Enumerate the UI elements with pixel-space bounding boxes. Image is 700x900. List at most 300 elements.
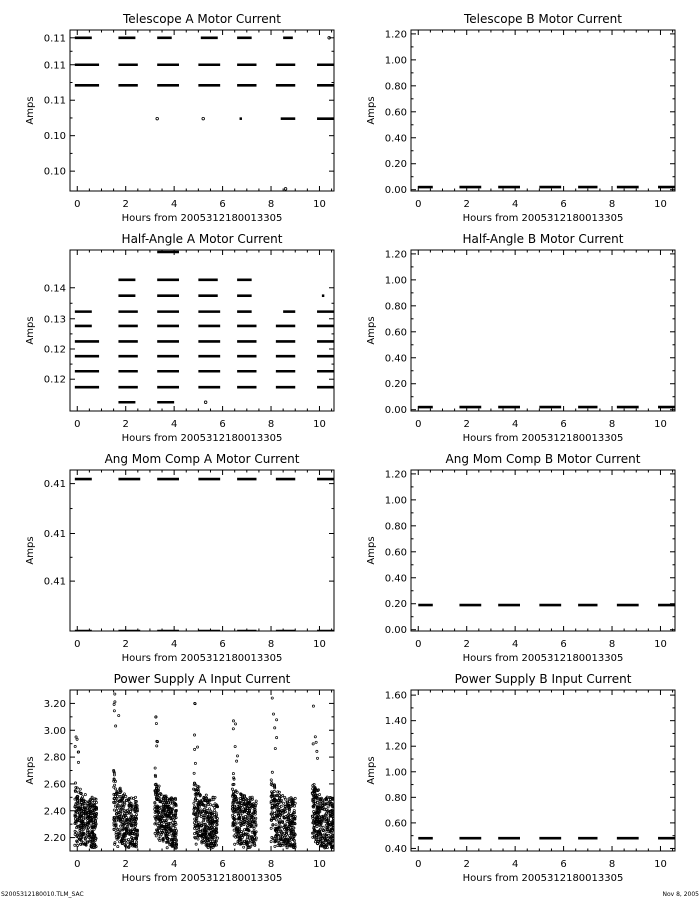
data-point xyxy=(194,702,196,704)
data-point xyxy=(288,811,290,813)
data-point xyxy=(196,832,198,834)
data-point xyxy=(94,820,96,822)
data-point xyxy=(253,827,255,829)
data-point xyxy=(82,818,84,820)
data-point xyxy=(158,785,160,787)
data-point xyxy=(231,788,233,790)
data-point xyxy=(132,830,134,832)
y-tick-label: 0.11 xyxy=(43,95,66,107)
data-point xyxy=(130,797,132,799)
x-tick-label: 2 xyxy=(122,199,129,210)
x-tick-label: 8 xyxy=(608,199,616,210)
y-tick-label: 0.60 xyxy=(384,327,407,339)
x-tick-label: 6 xyxy=(219,639,226,650)
y-tick-label: 0.13 xyxy=(43,314,66,326)
x-tick-label: 8 xyxy=(608,419,616,430)
data-point xyxy=(135,843,137,845)
chart-title: Telescope B Motor Current xyxy=(463,12,623,26)
data-point xyxy=(216,824,218,826)
x-tick-label: 6 xyxy=(560,859,567,870)
plot-frame xyxy=(70,470,334,631)
data-point xyxy=(88,804,90,806)
data-point xyxy=(172,821,174,823)
chart-panel-6 xyxy=(366,452,677,664)
data-point xyxy=(125,842,127,844)
data-point xyxy=(213,798,215,800)
data-point xyxy=(84,834,86,836)
data-point xyxy=(244,801,246,803)
data-point xyxy=(164,811,166,813)
data-point xyxy=(126,812,128,814)
data-point xyxy=(127,838,129,840)
data-point xyxy=(194,762,196,764)
x-tick-label: 0 xyxy=(415,199,422,210)
data-point xyxy=(272,838,274,840)
data-point xyxy=(312,705,314,707)
plot-frame xyxy=(411,30,675,191)
data-point xyxy=(74,844,76,846)
data-point xyxy=(317,837,319,839)
data-point xyxy=(115,788,117,790)
data-point xyxy=(195,821,197,823)
data-point xyxy=(208,826,210,828)
footer-date: Nov 8, 2005 xyxy=(662,891,699,898)
data-point xyxy=(278,842,280,844)
data-point xyxy=(166,847,168,849)
data-point xyxy=(274,845,276,847)
data-point xyxy=(156,815,158,817)
y-tick-label: 0.11 xyxy=(43,60,66,72)
data-point xyxy=(212,805,214,807)
y-tick-label: 2.20 xyxy=(43,833,66,845)
data-point xyxy=(200,824,202,826)
data-point xyxy=(315,741,317,743)
data-point xyxy=(313,804,315,806)
data-point xyxy=(114,843,116,845)
data-point xyxy=(75,786,77,788)
data-point xyxy=(279,819,281,821)
chart-title: Ang Mom Comp B Motor Current xyxy=(445,452,641,466)
data-point xyxy=(118,829,120,831)
x-tick-label: 2 xyxy=(122,419,129,430)
x-tick-label: 4 xyxy=(170,859,178,870)
y-tick-label: 1.20 xyxy=(384,29,407,41)
x-axis-label: Hours from 2005312180013305 xyxy=(462,653,624,664)
data-point xyxy=(172,830,174,832)
data-point xyxy=(232,728,234,730)
x-axis-label: Hours from 2005312180013305 xyxy=(121,873,283,884)
chart-title: Telescope A Motor Current xyxy=(123,12,281,26)
chart-panel-4 xyxy=(366,232,677,444)
chart-panel-8 xyxy=(366,672,677,884)
data-point xyxy=(206,813,208,815)
data-point xyxy=(114,693,116,695)
data-point xyxy=(134,815,136,817)
data-point xyxy=(212,846,214,848)
data-point xyxy=(162,827,164,829)
data-point xyxy=(314,736,316,738)
data-point xyxy=(213,809,215,811)
data-point xyxy=(113,797,115,799)
x-tick-label: 0 xyxy=(415,419,422,430)
y-tick-label: 1.20 xyxy=(384,469,407,481)
data-point xyxy=(196,800,198,802)
plot-frame xyxy=(411,690,675,851)
y-tick-label: 1.00 xyxy=(384,767,407,779)
data-point xyxy=(274,835,276,837)
data-point xyxy=(250,819,252,821)
data-point xyxy=(76,812,78,814)
data-point xyxy=(254,821,256,823)
data-point xyxy=(250,845,252,847)
data-point xyxy=(249,807,251,809)
x-tick-label: 6 xyxy=(560,199,567,210)
y-axis-label: Amps xyxy=(25,96,36,125)
data-point xyxy=(254,805,256,807)
data-point xyxy=(76,844,78,846)
data-point xyxy=(204,804,206,806)
data-point xyxy=(193,734,195,736)
y-tick-label: 0.60 xyxy=(384,547,407,559)
y-tick-label: 0.00 xyxy=(384,625,407,637)
data-point xyxy=(155,722,157,724)
data-point xyxy=(327,806,329,808)
data-point xyxy=(243,846,245,848)
data-point xyxy=(193,827,195,829)
y-axis-label: Amps xyxy=(25,316,36,345)
data-point xyxy=(201,822,203,824)
y-tick-label: 1.60 xyxy=(384,690,407,702)
y-tick-label: 0.41 xyxy=(43,479,66,491)
data-point xyxy=(255,800,257,802)
data-point xyxy=(290,805,292,807)
data-point xyxy=(154,816,156,818)
data-point xyxy=(282,844,284,846)
data-point xyxy=(118,714,120,716)
y-tick-label: 0.60 xyxy=(384,818,407,830)
data-point xyxy=(316,750,318,752)
data-point xyxy=(240,814,242,816)
data-point xyxy=(322,804,324,806)
x-tick-label: 4 xyxy=(170,199,178,210)
data-point xyxy=(270,819,272,821)
data-point xyxy=(166,798,168,800)
data-point xyxy=(214,803,216,805)
data-point xyxy=(274,727,276,729)
data-point xyxy=(315,834,317,836)
data-point xyxy=(312,784,314,786)
data-point xyxy=(251,831,253,833)
data-point xyxy=(113,703,115,705)
data-point xyxy=(74,818,76,820)
data-point xyxy=(234,843,236,845)
data-point xyxy=(270,841,272,843)
data-point xyxy=(86,831,88,833)
data-point xyxy=(82,814,84,816)
y-tick-label: 0.40 xyxy=(384,133,407,145)
x-tick-label: 6 xyxy=(219,199,226,210)
y-tick-label: 1.40 xyxy=(384,716,407,728)
data-point xyxy=(76,738,78,740)
data-point xyxy=(119,795,121,797)
data-points xyxy=(75,479,334,631)
data-point xyxy=(74,830,76,832)
y-tick-label: 2.40 xyxy=(43,806,66,818)
data-point xyxy=(240,832,242,834)
x-tick-label: 0 xyxy=(74,199,81,210)
x-tick-label: 6 xyxy=(560,639,567,650)
data-point xyxy=(125,799,127,801)
y-tick-label: 0.12 xyxy=(43,374,66,386)
data-point xyxy=(95,837,97,839)
data-point xyxy=(270,779,272,781)
x-tick-label: 8 xyxy=(608,639,616,650)
data-point xyxy=(155,716,157,718)
data-point xyxy=(160,806,162,808)
data-point xyxy=(195,795,197,797)
data-point xyxy=(159,820,161,822)
data-point xyxy=(114,784,116,786)
data-point xyxy=(270,783,272,785)
data-point xyxy=(77,751,79,753)
chart-panel-1 xyxy=(25,12,334,224)
data-point xyxy=(74,745,76,747)
y-tick-label: 2.80 xyxy=(43,752,66,764)
data-point xyxy=(123,793,125,795)
y-tick-label: 3.20 xyxy=(43,698,66,710)
x-tick-label: 6 xyxy=(219,419,226,430)
data-point xyxy=(115,827,117,829)
data-point xyxy=(194,824,196,826)
data-point xyxy=(318,793,320,795)
data-point xyxy=(79,800,81,802)
data-point xyxy=(82,828,84,830)
data-point xyxy=(118,812,120,814)
data-point xyxy=(322,826,324,828)
data-point xyxy=(312,836,314,838)
x-tick-label: 10 xyxy=(313,419,326,430)
y-tick-label: 0.80 xyxy=(384,792,407,804)
x-tick-label: 2 xyxy=(122,639,129,650)
x-tick-label: 0 xyxy=(74,639,81,650)
x-tick-label: 8 xyxy=(608,859,616,870)
data-point xyxy=(285,815,287,817)
y-axis-label: Amps xyxy=(366,96,377,125)
data-point xyxy=(91,828,93,830)
data-point xyxy=(124,803,126,805)
data-point xyxy=(232,791,234,793)
data-point xyxy=(285,833,287,835)
data-point xyxy=(311,815,313,817)
data-point xyxy=(244,840,246,842)
data-point xyxy=(289,827,291,829)
data-point xyxy=(193,833,195,835)
y-tick-label: 0.20 xyxy=(384,379,407,391)
x-tick-label: 8 xyxy=(267,859,275,870)
data-point xyxy=(114,701,116,703)
data-point xyxy=(253,802,255,804)
data-point xyxy=(115,813,117,815)
x-axis-label: Hours from 2005312180013305 xyxy=(121,433,283,444)
data-point xyxy=(233,805,235,807)
data-point xyxy=(272,713,274,715)
data-point xyxy=(278,797,280,799)
data-point xyxy=(234,745,236,747)
data-point xyxy=(80,843,82,845)
plot-frame xyxy=(70,30,334,191)
y-tick-label: 0.40 xyxy=(384,843,407,855)
y-tick-label: 3.00 xyxy=(43,725,66,737)
data-point xyxy=(74,782,76,784)
data-point xyxy=(154,767,156,769)
data-point xyxy=(235,836,237,838)
data-point xyxy=(280,830,282,832)
data-point xyxy=(311,792,313,794)
data-point xyxy=(155,822,157,824)
data-point xyxy=(275,824,277,826)
x-tick-label: 10 xyxy=(313,199,326,210)
data-point xyxy=(115,725,117,727)
data-point xyxy=(271,797,273,799)
x-tick-label: 0 xyxy=(415,639,422,650)
data-point xyxy=(277,812,279,814)
data-point xyxy=(113,809,115,811)
data-point xyxy=(113,828,115,830)
data-point xyxy=(232,720,234,722)
data-point xyxy=(278,794,280,796)
data-point xyxy=(126,809,128,811)
data-point xyxy=(271,697,273,699)
data-point xyxy=(317,801,319,803)
y-tick-label: 1.00 xyxy=(384,495,407,507)
data-point xyxy=(157,830,159,832)
data-point xyxy=(208,841,210,843)
data-point xyxy=(194,748,196,750)
y-axis-label: Amps xyxy=(25,536,36,565)
data-point xyxy=(247,847,249,849)
data-point xyxy=(165,819,167,821)
y-axis-label: Amps xyxy=(366,536,377,565)
data-point xyxy=(284,808,286,810)
x-tick-label: 10 xyxy=(654,199,667,210)
x-tick-label: 10 xyxy=(654,419,667,430)
data-point xyxy=(159,839,161,841)
x-tick-label: 2 xyxy=(463,419,470,430)
data-point xyxy=(294,797,296,799)
data-point xyxy=(323,809,325,811)
data-point xyxy=(273,790,275,792)
data-point xyxy=(121,834,123,836)
data-point xyxy=(125,795,127,797)
data-point xyxy=(284,796,286,798)
data-point xyxy=(248,837,250,839)
data-point xyxy=(164,803,166,805)
data-point xyxy=(156,745,158,747)
x-axis-label: Hours from 2005312180013305 xyxy=(462,433,624,444)
data-point xyxy=(319,818,321,820)
data-point xyxy=(293,827,295,829)
y-tick-label: 1.00 xyxy=(384,55,407,67)
y-tick-label: 0.60 xyxy=(384,107,407,119)
y-tick-label: 0.80 xyxy=(384,301,407,313)
data-point xyxy=(280,805,282,807)
x-tick-label: 4 xyxy=(511,199,519,210)
x-tick-label: 2 xyxy=(122,859,129,870)
data-point xyxy=(316,825,318,827)
x-tick-label: 2 xyxy=(463,199,470,210)
data-point xyxy=(193,802,195,804)
plot-frame xyxy=(411,250,675,411)
data-point xyxy=(243,820,245,822)
data-point xyxy=(80,830,82,832)
x-tick-label: 4 xyxy=(170,419,178,430)
data-point xyxy=(131,836,133,838)
y-tick-label: 0.41 xyxy=(43,528,66,540)
data-point xyxy=(91,799,93,801)
chart-title: Half-Angle B Motor Current xyxy=(462,232,624,246)
data-point xyxy=(281,814,283,816)
data-point xyxy=(117,795,119,797)
x-tick-label: 4 xyxy=(511,639,519,650)
y-tick-label: 0.20 xyxy=(384,159,407,171)
chart-title: Power Supply A Input Current xyxy=(113,672,291,686)
data-point xyxy=(271,771,273,773)
data-point xyxy=(193,772,195,774)
data-point xyxy=(135,841,137,843)
data-point xyxy=(133,797,135,799)
x-tick-label: 2 xyxy=(463,639,470,650)
y-tick-label: 0.40 xyxy=(384,353,407,365)
data-point xyxy=(116,807,118,809)
data-point xyxy=(244,815,246,817)
x-tick-label: 8 xyxy=(267,199,275,210)
data-point xyxy=(272,823,274,825)
data-point xyxy=(163,815,165,817)
data-point xyxy=(329,804,331,806)
data-point xyxy=(77,761,79,763)
data-points xyxy=(75,37,334,191)
data-point xyxy=(113,778,115,780)
data-point xyxy=(154,802,156,804)
data-point xyxy=(125,816,127,818)
x-tick-label: 6 xyxy=(219,859,226,870)
data-point xyxy=(84,794,86,796)
data-point xyxy=(283,828,285,830)
x-tick-label: 8 xyxy=(267,419,275,430)
data-point xyxy=(128,801,130,803)
data-point xyxy=(326,828,328,830)
data-point xyxy=(254,844,256,846)
chart-title: Power Supply B Input Current xyxy=(454,672,632,686)
data-point xyxy=(232,810,234,812)
data-point xyxy=(93,801,95,803)
data-point xyxy=(282,802,284,804)
data-point xyxy=(238,841,240,843)
data-point xyxy=(252,838,254,840)
data-point xyxy=(194,782,196,784)
data-point xyxy=(236,755,238,757)
data-point xyxy=(205,794,207,796)
x-tick-label: 8 xyxy=(267,639,275,650)
y-tick-label: 1.20 xyxy=(384,249,407,261)
data-point xyxy=(195,843,197,845)
y-tick-label: 0.80 xyxy=(384,81,407,93)
plot-frame xyxy=(411,470,675,631)
x-tick-label: 10 xyxy=(313,639,326,650)
data-point xyxy=(277,791,279,793)
data-point xyxy=(281,836,283,838)
data-point xyxy=(312,743,314,745)
